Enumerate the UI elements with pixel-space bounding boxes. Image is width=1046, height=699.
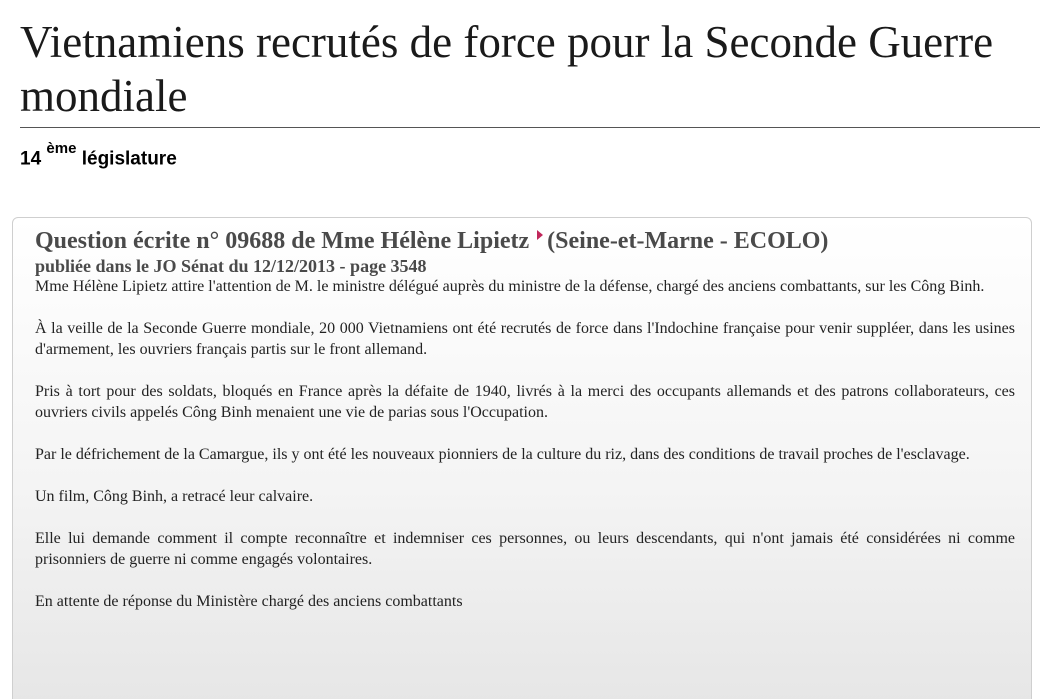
question-panel — [12, 217, 1032, 699]
title-divider — [20, 127, 1040, 128]
question-header — [35, 226, 1021, 256]
publication-info: publiée dans le JO Sénat du 12/12/2013 - page 3548 — [35, 256, 427, 276]
legislature-label — [20, 140, 1046, 170]
page-title: Vietnamiens recrutés de force pour la Seconde Guerre mondiale — [20, 17, 994, 121]
arrow-right-icon[interactable] — [537, 230, 543, 240]
legislature-number: 14 — [20, 148, 42, 170]
author-constituency: (Seine-et-Marne - ECOLO) — [547, 228, 829, 254]
question-number-author: Question écrite n° 09688 de Mme Hélène Lipietz — [35, 228, 530, 254]
question-paragraph: Pris à tort pour des soldats, bloqués en France après la défaite de 1940, livrés à la merci des occupants allemands et des patrons collaborateurs, ces ouvriers civils appelés Công Binh menaient une vie de parias sous l'Occupation. — [35, 383, 1015, 421]
response-status: En attente de réponse du Ministère chargé des anciens combattants — [35, 593, 463, 610]
question-paragraph: Elle lui demande comment il compte reconnaître et indemniser ces personnes, ou leurs descendants, qui n'ont jamais été considérées ni comme prisonniers de guerre ni comme engagés volontaires. — [35, 530, 1015, 568]
legislature-ordinal: ème — [46, 140, 77, 157]
question-paragraph: Mme Hélène Lipietz attire l'attention de M. le ministre délégué auprès du ministre de la défense, chargé des anciens combattants, sur les Công Binh. — [35, 278, 985, 295]
question-paragraph: Un film, Công Binh, a retracé leur calvaire. — [35, 488, 314, 505]
question-body — [35, 276, 1015, 570]
question-paragraph: À la veille de la Seconde Guerre mondiale, 20 000 Vietnamiens ont été recrutés de force dans l'Indochine française pour venir suppléer, dans les usines d'armement, les ouvriers français partis sur le front allemand. — [35, 320, 1015, 358]
question-paragraph: Par le défrichement de la Camargue, ils y ont été les nouveaux pionniers de la culture du riz, dans des conditions de travail proches de l'esclavage. — [35, 446, 970, 463]
legislature-text: législature — [76, 148, 177, 170]
